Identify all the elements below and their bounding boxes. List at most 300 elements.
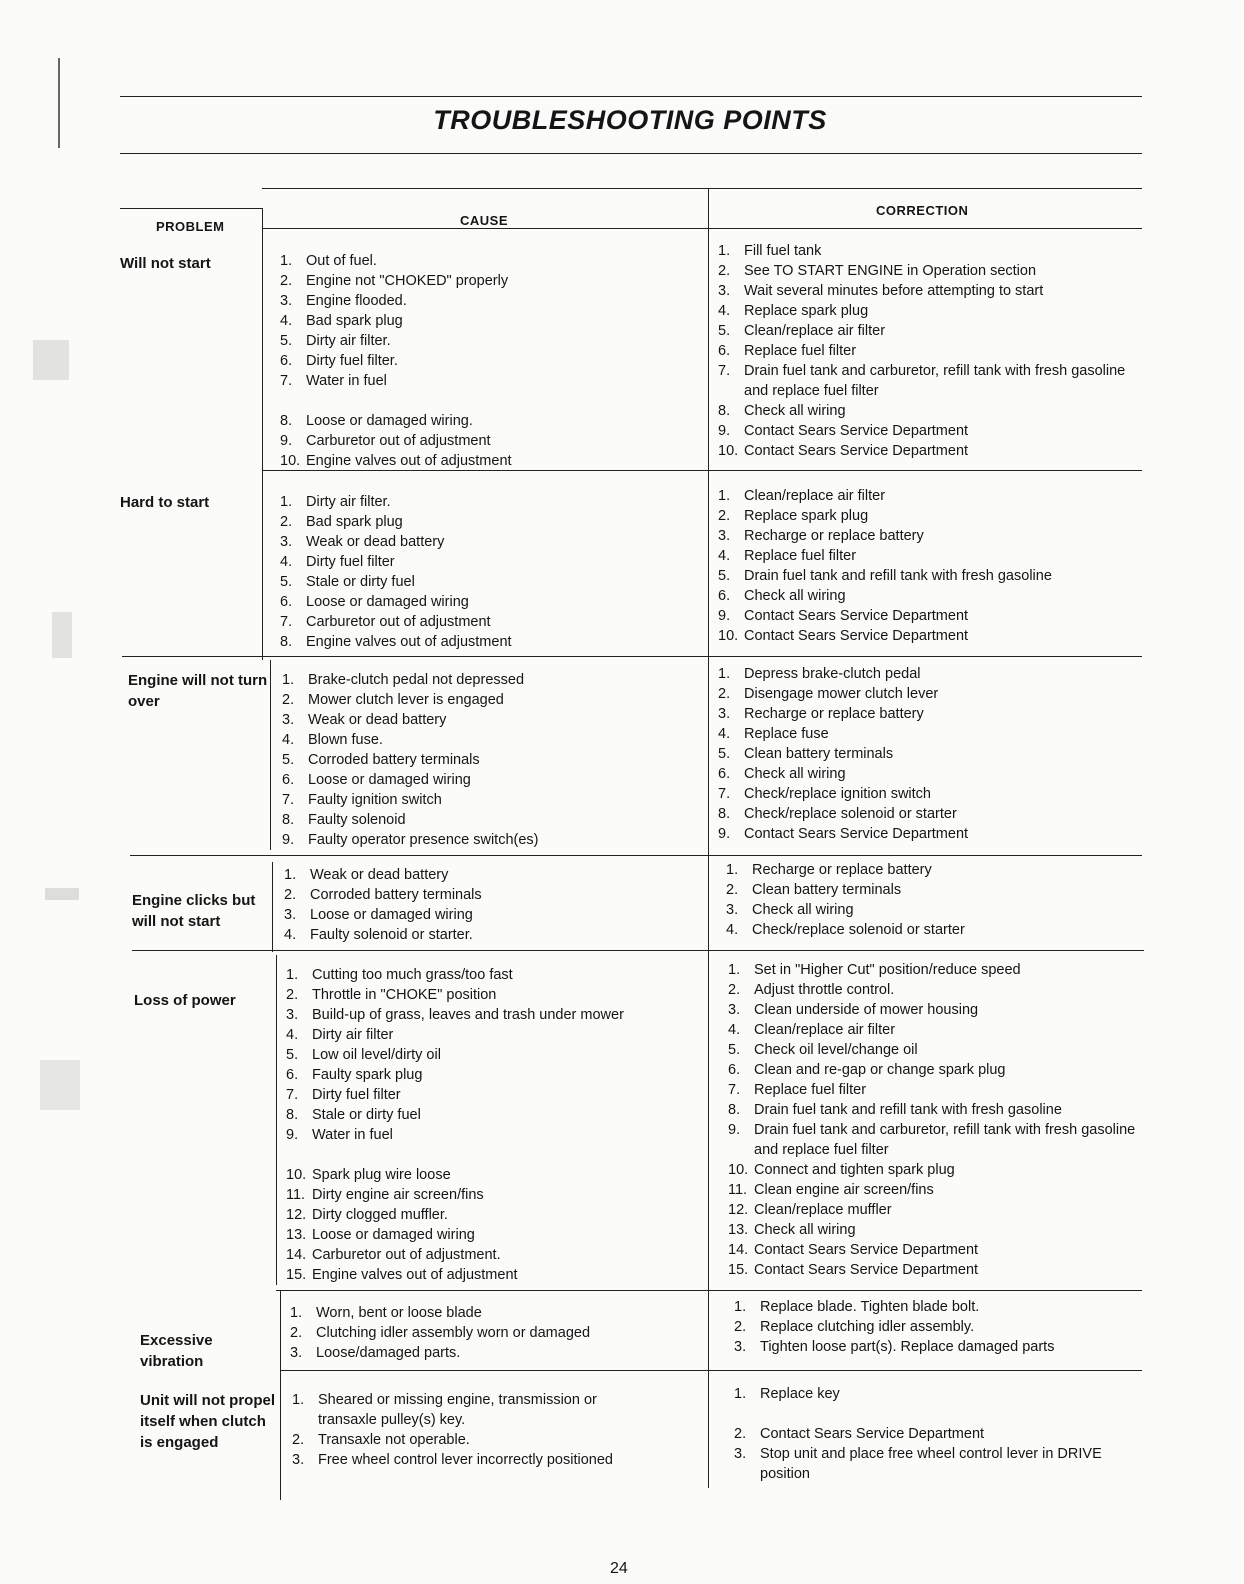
item-text: Water in fuel — [312, 1127, 393, 1143]
correction-list — [726, 860, 1156, 940]
item-number: 1. — [290, 1305, 303, 1321]
item-number: 8. — [728, 1102, 741, 1118]
item-number: 4. — [286, 1027, 299, 1043]
header-rule — [120, 208, 262, 209]
list-item — [284, 925, 704, 945]
list-item — [718, 684, 1148, 704]
list-item — [282, 810, 702, 830]
item-number: 2. — [286, 987, 299, 1003]
list-item — [728, 1080, 1158, 1100]
item-number: 4. — [718, 726, 731, 742]
item-text: Bad spark plug — [306, 514, 403, 530]
item-number: 5. — [728, 1042, 741, 1058]
list-item — [286, 1025, 706, 1045]
item-text: Replace blade. Tighten blade bolt. — [760, 1299, 980, 1315]
list-item — [282, 830, 702, 850]
item-text: Clean and re-gap or change spark plug — [754, 1062, 1006, 1078]
list-item — [734, 1317, 1164, 1337]
list-item — [280, 391, 700, 411]
cause-list — [292, 1390, 652, 1470]
header-problem: PROBLEM — [156, 219, 225, 234]
list-item — [280, 371, 700, 391]
item-text: Contact Sears Service Department — [744, 443, 969, 459]
item-number: 6. — [280, 594, 293, 610]
item-text: Clean underside of mower housing — [754, 1002, 979, 1018]
item-text: Water in fuel — [306, 373, 387, 389]
list-item — [718, 546, 1148, 566]
list-item — [726, 920, 1156, 940]
list-item — [280, 451, 700, 471]
correction-list — [734, 1297, 1164, 1357]
section-rule — [280, 1370, 1142, 1371]
item-text: Clean battery terminals — [744, 746, 894, 762]
item-number: 2. — [726, 882, 739, 898]
list-item — [290, 1303, 710, 1323]
item-text: Dirty engine air screen/fins — [312, 1187, 484, 1203]
list-item — [718, 341, 1148, 361]
list-item — [284, 905, 704, 925]
item-number: 3. — [734, 1339, 747, 1355]
item-number: 7. — [718, 786, 731, 802]
item-text: Clean engine air screen/fins — [754, 1182, 934, 1198]
correction-column-divider — [708, 188, 709, 1488]
cause-column-divider — [262, 208, 263, 500]
list-item — [718, 401, 1148, 421]
item-text: See TO START ENGINE in Operation section — [744, 263, 1037, 279]
item-text: Replace spark plug — [744, 303, 869, 319]
item-text: Depress brake-clutch pedal — [744, 666, 921, 682]
list-item — [282, 790, 702, 810]
item-number: 8. — [280, 413, 293, 429]
item-text: Check all wiring — [752, 902, 854, 918]
list-item — [718, 526, 1148, 546]
item-number: 4. — [718, 548, 731, 564]
item-number: 8. — [718, 806, 731, 822]
item-number: 12. — [728, 1202, 749, 1218]
item-text: Check/replace solenoid or starter — [752, 922, 965, 938]
margin-mark — [52, 612, 72, 658]
item-number: 11. — [728, 1182, 748, 1198]
item-text: Check/replace solenoid or starter — [744, 806, 957, 822]
item-number: 1. — [734, 1386, 747, 1402]
item-text: Disengage mower clutch lever — [744, 686, 939, 702]
cause-list — [282, 670, 702, 850]
list-item — [718, 241, 1148, 261]
item-number: 1. — [282, 672, 295, 688]
list-item — [290, 1343, 710, 1363]
item-text: Dirty fuel filter. — [306, 353, 398, 369]
item-text: Drain fuel tank and carburetor, refill tank with fresh gasoline and replace fuel filter — [754, 1122, 1136, 1158]
item-text: Weak or dead battery — [306, 534, 445, 550]
item-text: Check oil level/change oil — [754, 1042, 918, 1058]
cause-list — [286, 965, 706, 1285]
table-top-rule — [262, 188, 1142, 189]
list-item — [728, 980, 1158, 1000]
list-item — [718, 321, 1148, 341]
item-number: 3. — [726, 902, 739, 918]
list-item — [734, 1337, 1164, 1357]
problem-label: Will not start — [120, 255, 211, 272]
list-item — [290, 1323, 710, 1343]
cause-column-divider — [276, 955, 277, 1285]
item-text: Check/replace ignition switch — [744, 786, 931, 802]
item-text: Stop unit and place free wheel control lever in DRIVE position — [760, 1446, 1102, 1482]
item-text: Check all wiring — [744, 766, 846, 782]
cause-list — [280, 251, 700, 471]
list-item — [718, 486, 1148, 506]
item-number: 2. — [284, 887, 297, 903]
list-item — [280, 492, 700, 512]
list-item — [718, 421, 1148, 441]
item-text: Replace fuel filter — [744, 343, 857, 359]
list-item — [728, 1200, 1158, 1220]
list-item — [282, 670, 702, 690]
item-text: Dirty air filter — [312, 1027, 394, 1043]
item-text: Clean/replace air filter — [744, 488, 886, 504]
problem-label: Loss of power — [134, 992, 236, 1009]
item-number: 9. — [718, 608, 731, 624]
item-text: Contact Sears Service Department — [744, 826, 969, 842]
item-number: 3. — [718, 283, 731, 299]
item-number: 10. — [728, 1162, 749, 1178]
list-item — [728, 1260, 1158, 1280]
item-text: Stale or dirty fuel — [306, 574, 415, 590]
list-item — [286, 965, 706, 985]
item-number: 5. — [718, 323, 731, 339]
cause-column-divider — [272, 862, 273, 952]
list-item — [280, 612, 700, 632]
item-text: Check all wiring — [754, 1222, 856, 1238]
list-item — [286, 1005, 706, 1025]
item-number: 5. — [718, 568, 731, 584]
item-number: 8. — [718, 403, 731, 419]
item-number: 7. — [282, 792, 295, 808]
list-item — [718, 764, 1148, 784]
item-text: Drain fuel tank and refill tank with fresh gasoline — [754, 1102, 1062, 1118]
list-item — [286, 1245, 706, 1265]
item-text: Faulty ignition switch — [308, 792, 442, 808]
list-item — [728, 1020, 1158, 1040]
item-text: Faulty operator presence switch(es) — [308, 832, 539, 848]
item-number: 5. — [718, 746, 731, 762]
list-item — [280, 411, 700, 431]
item-number: 15. — [728, 1262, 749, 1278]
item-number: 5. — [280, 574, 293, 590]
item-number: 4. — [284, 927, 297, 943]
list-item — [718, 784, 1148, 804]
item-number: 1. — [286, 967, 299, 983]
item-text: Dirty fuel filter — [312, 1087, 401, 1103]
item-text: Weak or dead battery — [308, 712, 447, 728]
list-item — [292, 1390, 652, 1430]
problem-label: Hard to start — [120, 494, 210, 511]
header-cause: CAUSE — [460, 213, 509, 228]
item-number: 2. — [718, 508, 731, 524]
list-item — [734, 1297, 1164, 1317]
item-number: 10. — [718, 628, 739, 644]
item-number: 6. — [718, 588, 731, 604]
list-item — [284, 865, 704, 885]
item-number: 8. — [280, 634, 293, 650]
item-text: Engine valves out of adjustment — [306, 634, 512, 650]
item-number: 1. — [718, 666, 731, 682]
item-text: Carburetor out of adjustment — [306, 433, 491, 449]
item-text: Check all wiring — [744, 403, 846, 419]
list-item — [282, 770, 702, 790]
item-number: 1. — [718, 243, 731, 259]
list-item — [280, 251, 700, 271]
list-item — [280, 351, 700, 371]
margin-mark — [33, 340, 69, 380]
problem-label: Engine will not turn over — [128, 672, 268, 710]
list-item — [718, 704, 1148, 724]
item-text: Replace fuel filter — [754, 1082, 867, 1098]
item-text: Low oil level/dirty oil — [312, 1047, 441, 1063]
list-item — [292, 1430, 652, 1450]
item-number: 1. — [728, 962, 741, 978]
item-text: Loose or damaged wiring — [310, 907, 473, 923]
list-item — [718, 664, 1148, 684]
item-text: Contact Sears Service Department — [744, 423, 969, 439]
item-text: Drain fuel tank and refill tank with fresh gasoline — [744, 568, 1052, 584]
item-number: 1. — [280, 494, 293, 510]
item-number: 13. — [286, 1227, 307, 1243]
problem-label: Engine clicks but will not start — [132, 892, 256, 930]
item-number: 2. — [718, 686, 731, 702]
list-item — [718, 301, 1148, 321]
title-underline — [120, 153, 1142, 154]
list-item — [734, 1424, 1134, 1444]
list-item — [728, 1060, 1158, 1080]
item-text: Replace fuel filter — [744, 548, 857, 564]
item-text: Faulty solenoid or starter. — [310, 927, 473, 943]
item-number: 3. — [718, 528, 731, 544]
correction-list — [718, 486, 1148, 646]
item-number: 3. — [728, 1002, 741, 1018]
correction-list — [718, 664, 1148, 844]
item-number: 1. — [734, 1299, 747, 1315]
list-item — [280, 632, 700, 652]
item-number: 7. — [718, 363, 731, 379]
item-number: 13. — [728, 1222, 749, 1238]
list-item — [286, 1045, 706, 1065]
item-number: 10. — [280, 453, 301, 469]
list-item — [292, 1450, 652, 1470]
item-text: Clean battery terminals — [752, 882, 902, 898]
item-number: 6. — [280, 353, 293, 369]
list-item — [280, 271, 700, 291]
item-text: Dirty clogged muffler. — [312, 1207, 448, 1223]
item-number: 9. — [718, 423, 731, 439]
item-number: 3. — [280, 534, 293, 550]
item-text: Tighten loose part(s). Replace damaged parts — [760, 1339, 1055, 1355]
item-text: Loose or damaged wiring — [306, 594, 469, 610]
item-text: Carburetor out of adjustment. — [312, 1247, 501, 1263]
list-item — [728, 1180, 1158, 1200]
list-item — [734, 1384, 1134, 1404]
item-text: Loose or damaged wiring. — [306, 413, 473, 429]
item-number: 12. — [286, 1207, 307, 1223]
item-text: Engine flooded. — [306, 293, 407, 309]
item-text: Corroded battery terminals — [308, 752, 480, 768]
item-text: Dirty air filter. — [306, 494, 391, 510]
list-item — [728, 960, 1158, 980]
item-number: 4. — [282, 732, 295, 748]
page-number: 24 — [610, 1560, 628, 1577]
header-bottom-rule — [262, 228, 1142, 229]
item-text: Bad spark plug — [306, 313, 403, 329]
item-text: Dirty fuel filter — [306, 554, 395, 570]
item-number: 4. — [280, 554, 293, 570]
list-item — [286, 1105, 706, 1125]
item-number: 10. — [286, 1167, 307, 1183]
list-item — [286, 1225, 706, 1245]
list-item — [282, 690, 702, 710]
item-text: Clean/replace air filter — [744, 323, 886, 339]
list-item — [286, 1065, 706, 1085]
item-text: Spark plug wire loose — [312, 1167, 451, 1183]
item-text: Recharge or replace battery — [744, 528, 924, 544]
correction-list — [728, 960, 1158, 1280]
list-item — [718, 261, 1148, 281]
item-text: Cutting too much grass/too fast — [312, 967, 513, 983]
item-number: 2. — [290, 1325, 303, 1341]
list-item — [280, 572, 700, 592]
item-text: Faulty spark plug — [312, 1067, 423, 1083]
item-number: 2. — [282, 692, 295, 708]
item-number: 7. — [728, 1082, 741, 1098]
item-number: 7. — [280, 614, 293, 630]
list-item — [718, 506, 1148, 526]
item-text: Contact Sears Service Department — [754, 1262, 979, 1278]
list-item — [734, 1404, 1134, 1424]
item-number: 3. — [280, 293, 293, 309]
item-text: Replace key — [760, 1386, 840, 1402]
cause-column-divider — [262, 500, 263, 660]
correction-list — [718, 241, 1148, 461]
problem-label: Unit will not propel itself when clutch is engaged — [140, 1392, 275, 1451]
item-text: Sheared or missing engine, transmission or transaxle pulley(s) key. — [318, 1392, 597, 1428]
item-number: 1. — [280, 253, 293, 269]
item-text: Engine valves out of adjustment — [306, 453, 512, 469]
list-item — [282, 710, 702, 730]
item-number: 1. — [284, 867, 297, 883]
item-text: Clean/replace air filter — [754, 1022, 896, 1038]
list-item — [718, 824, 1148, 844]
section-rule — [132, 950, 1144, 951]
item-text: Recharge or replace battery — [752, 862, 932, 878]
list-item — [280, 532, 700, 552]
item-number: 3. — [284, 907, 297, 923]
list-item — [284, 885, 704, 905]
list-item — [718, 804, 1148, 824]
item-number: 3. — [292, 1452, 305, 1468]
list-item — [286, 1165, 706, 1185]
list-item — [286, 1185, 706, 1205]
item-number: 9. — [282, 832, 295, 848]
margin-mark — [45, 888, 79, 900]
cause-column-divider — [270, 660, 271, 850]
list-item — [718, 744, 1148, 764]
section-rule — [276, 1290, 1142, 1291]
list-item — [726, 900, 1156, 920]
item-text: Contact Sears Service Department — [744, 608, 969, 624]
item-text: Loose or damaged wiring — [312, 1227, 475, 1243]
item-number: 2. — [280, 273, 293, 289]
item-number: 10. — [718, 443, 739, 459]
item-number: 6. — [282, 772, 295, 788]
margin-mark — [58, 58, 60, 148]
list-item — [286, 985, 706, 1005]
item-text: Replace clutching idler assembly. — [760, 1319, 975, 1335]
problem-label: Excessive vibration — [140, 1332, 213, 1370]
item-number: 1. — [718, 488, 731, 504]
item-number: 4. — [280, 313, 293, 329]
list-item — [286, 1085, 706, 1105]
item-text: Engine valves out of adjustment — [312, 1267, 518, 1283]
item-text: Carburetor out of adjustment — [306, 614, 491, 630]
list-item — [286, 1205, 706, 1225]
item-text: Clean/replace muffler — [754, 1202, 892, 1218]
item-text: Free wheel control lever incorrectly positioned — [318, 1452, 613, 1468]
list-item — [728, 1120, 1158, 1160]
margin-mark — [40, 1060, 80, 1110]
list-item — [280, 512, 700, 532]
item-text: Replace spark plug — [744, 508, 869, 524]
item-text: Contact Sears Service Department — [760, 1426, 985, 1442]
item-number: 2. — [734, 1319, 747, 1335]
item-number: 6. — [718, 343, 731, 359]
list-item — [282, 730, 702, 750]
item-text: Brake-clutch pedal not depressed — [308, 672, 525, 688]
list-item — [728, 1220, 1158, 1240]
item-number: 6. — [728, 1062, 741, 1078]
item-number: 3. — [290, 1345, 303, 1361]
list-item — [718, 586, 1148, 606]
item-number: 9. — [280, 433, 293, 449]
list-item — [718, 606, 1148, 626]
cause-column-divider — [280, 1290, 281, 1500]
list-item — [728, 1000, 1158, 1020]
item-number: 5. — [286, 1047, 299, 1063]
item-number: 2. — [280, 514, 293, 530]
list-item — [718, 724, 1148, 744]
item-text: Wait several minutes before attempting to start — [744, 283, 1044, 299]
top-rule — [120, 96, 1142, 97]
item-text: Set in "Higher Cut" position/reduce speed — [754, 962, 1021, 978]
item-text: Contact Sears Service Department — [754, 1242, 979, 1258]
list-item — [280, 431, 700, 451]
item-number: 2. — [734, 1426, 747, 1442]
list-item — [718, 281, 1148, 301]
item-text: Clutching idler assembly worn or damaged — [316, 1325, 591, 1341]
item-number: 4. — [718, 303, 731, 319]
item-number: 9. — [728, 1122, 741, 1138]
item-text: Loose or damaged wiring — [308, 772, 471, 788]
item-text: Blown fuse. — [308, 732, 383, 748]
item-text: Corroded battery terminals — [310, 887, 482, 903]
item-number: 11. — [286, 1187, 306, 1203]
item-number: 15. — [286, 1267, 307, 1283]
item-number: 5. — [282, 752, 295, 768]
item-number: 2. — [292, 1432, 305, 1448]
list-item — [286, 1145, 706, 1165]
list-item — [728, 1160, 1158, 1180]
item-text: Faulty solenoid — [308, 812, 406, 828]
item-number: 1. — [292, 1392, 305, 1408]
item-text: Contact Sears Service Department — [744, 628, 969, 644]
item-number: 4. — [726, 922, 739, 938]
